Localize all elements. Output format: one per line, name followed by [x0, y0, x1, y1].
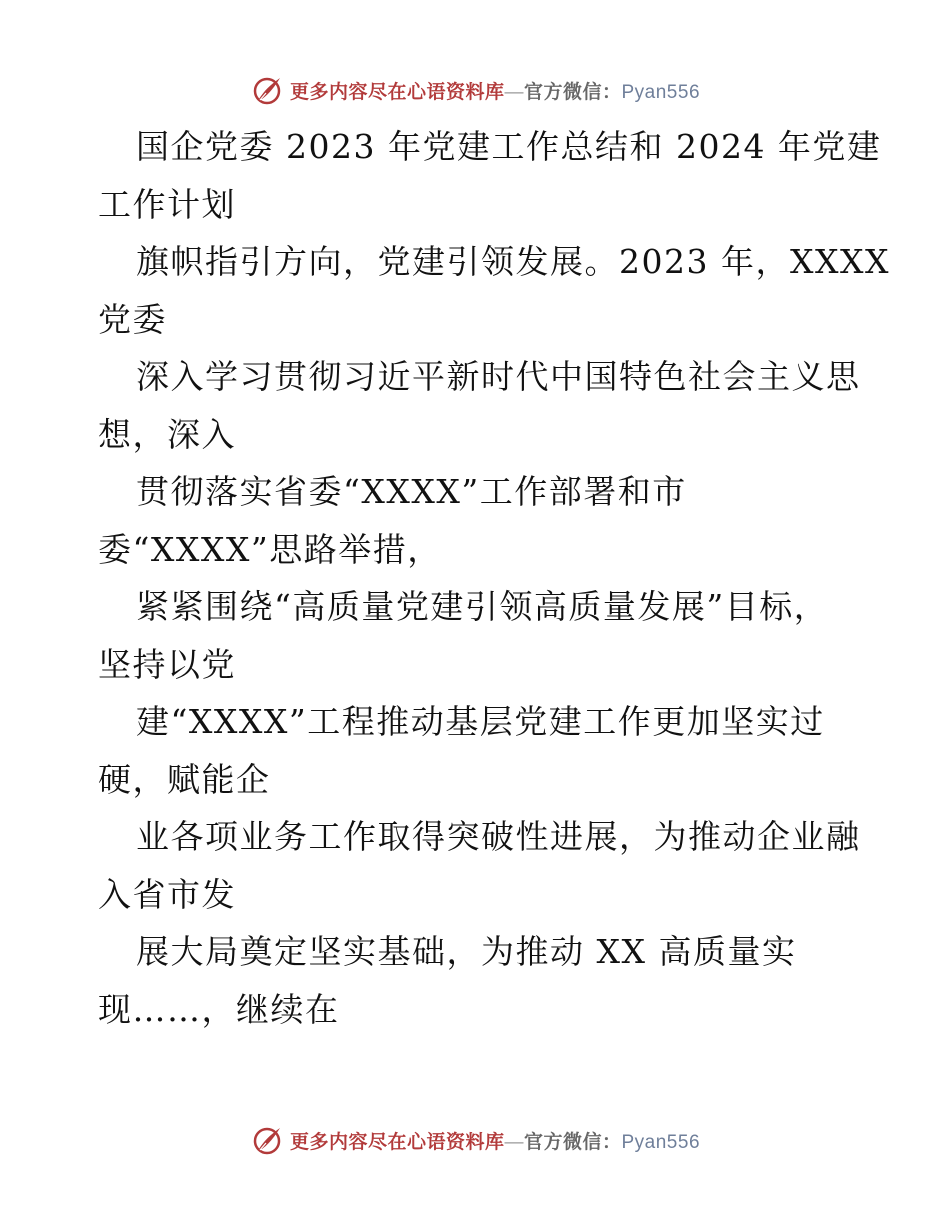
- banner-site-name: 更多内容尽在心语资料库: [289, 81, 505, 103]
- banner-wechat-id: Pyan556: [621, 1131, 701, 1153]
- banner-wechat-id: Pyan556: [621, 81, 701, 103]
- paragraph-line: 旗帜指引方向，党建引领发展。2023 年，XXXX: [136, 242, 890, 281]
- paragraph-line: 入省市发: [98, 874, 236, 914]
- paragraph-line: 现……，继续在: [98, 989, 340, 1029]
- footer-banner: [0, 1120, 950, 1160]
- quill-logo-icon: [250, 73, 284, 107]
- document-title-line-2: 工作计划: [98, 184, 236, 224]
- paragraph-line: 展大局奠定坚实基础，为推动 XX 高质量实: [136, 932, 797, 971]
- paragraph-line: 紧紧围绕“高质量党建引领高质量发展”目标，: [136, 587, 829, 626]
- banner-site-name: 更多内容尽在心语资料库: [289, 1131, 505, 1153]
- paragraph-line: 业各项业务工作取得突破性进展，为推动企业融: [136, 817, 861, 856]
- banner-dash: —: [504, 81, 524, 103]
- paragraph-line: 党委: [98, 299, 167, 339]
- banner-wechat-label: 官方微信：: [523, 1131, 622, 1153]
- banner-wechat-label: 官方微信：: [523, 81, 622, 103]
- document-body: [98, 118, 890, 1038]
- paragraph-line: 深入学习贯彻习近平新时代中国特色社会主义思: [136, 357, 861, 396]
- paragraph-line: 贯彻落实省委“XXXX”工作部署和市: [136, 472, 687, 511]
- banner-dash: —: [504, 1131, 524, 1153]
- paragraph-line: 硬，赋能企: [98, 759, 271, 799]
- header-banner: [0, 70, 950, 110]
- quill-logo-icon: [250, 1123, 284, 1157]
- document-title-line-1: 国企党委 2023 年党建工作总结和 2024 年党建: [136, 127, 882, 166]
- paragraph-line: 委“XXXX”思路举措，: [98, 529, 442, 569]
- paragraph-line: 坚持以党: [98, 644, 236, 684]
- paragraph-line: 建“XXXX”工程推动基层党建工作更加坚实过: [136, 702, 825, 741]
- paragraph-line: 想，深入: [98, 414, 236, 454]
